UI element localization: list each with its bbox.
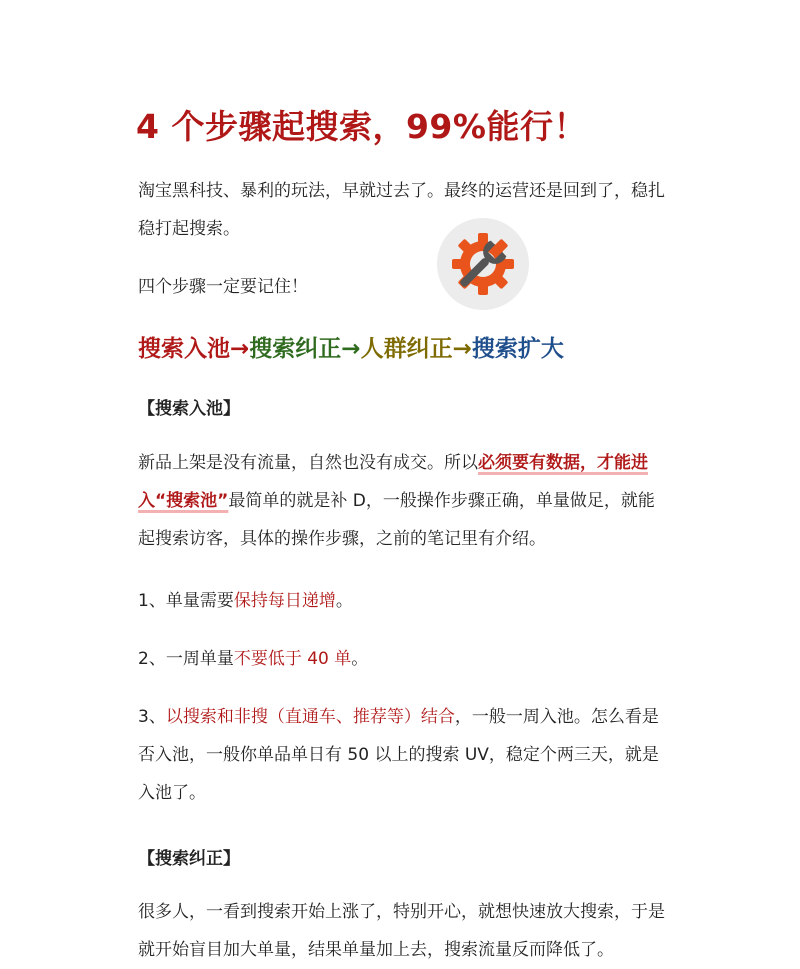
highlight-run: 以搜索和非搜（直通车、推荐等）结合	[165, 707, 455, 727]
list-item	[138, 640, 678, 678]
text-run: 1、单量需要	[138, 591, 234, 611]
flow-step-search-pool: 搜索入池	[138, 336, 230, 362]
list-item	[138, 582, 678, 620]
flow-arrow: →	[341, 336, 361, 362]
text-run: 2、一周单量	[138, 649, 234, 669]
list-item	[138, 698, 668, 812]
steps-flow	[138, 330, 564, 363]
flow-step-search-expand: 搜索扩大	[471, 336, 564, 362]
highlight-run: 必须要有数据，才能进入“搜索池”	[138, 453, 648, 511]
text-run: 新品上架是没有流量，自然也没有成交。所以	[138, 453, 478, 473]
flow-step-search-correct: 搜索纠正	[249, 336, 342, 362]
article-title: 4 个步骤起搜索，99%能行！	[136, 107, 587, 146]
highlight-run: 不要低于 40 单	[233, 649, 352, 669]
highlight-run: 保持每日递增	[233, 591, 336, 611]
flow-step-crowd-correct: 人群纠正	[360, 336, 453, 362]
text-run: 最简单的就是补 D，一般操作步骤正确，单量做足，就能起搜索访客，具体的操作步骤，之前的笔记里有介绍。	[138, 491, 655, 549]
section-heading-search-correct: 【搜索纠正】	[138, 849, 240, 869]
text-run: 。	[351, 649, 369, 669]
intro-paragraph: 淘宝黑科技、暴利的玩法，早就过去了。最终的运营还是回到了，稳扎稳打起搜索。	[138, 181, 665, 239]
flow-arrow: →	[452, 336, 472, 362]
section-heading-search-pool: 【搜索入池】	[138, 399, 240, 419]
section1-paragraph	[138, 444, 668, 558]
text-run: 。	[335, 591, 353, 611]
settings-wrench-icon	[437, 218, 529, 310]
text-run: ，一般一周入池。怎么看是否入池，一般你单品单日有 50 以上的搜索 UV，稳定个两三天，就是入池了。	[138, 707, 659, 803]
text-run: 3、	[138, 707, 166, 727]
section2-paragraph: 很多人，一看到搜索开始上涨了，特别开心，就想快速放大搜索，于是就开始盲目加大单量，结果单量加上去，搜索流量反而降低了。	[138, 902, 665, 960]
flow-arrow: →	[230, 336, 250, 362]
remember-line: 四个步骤一定要记住！	[138, 277, 308, 297]
